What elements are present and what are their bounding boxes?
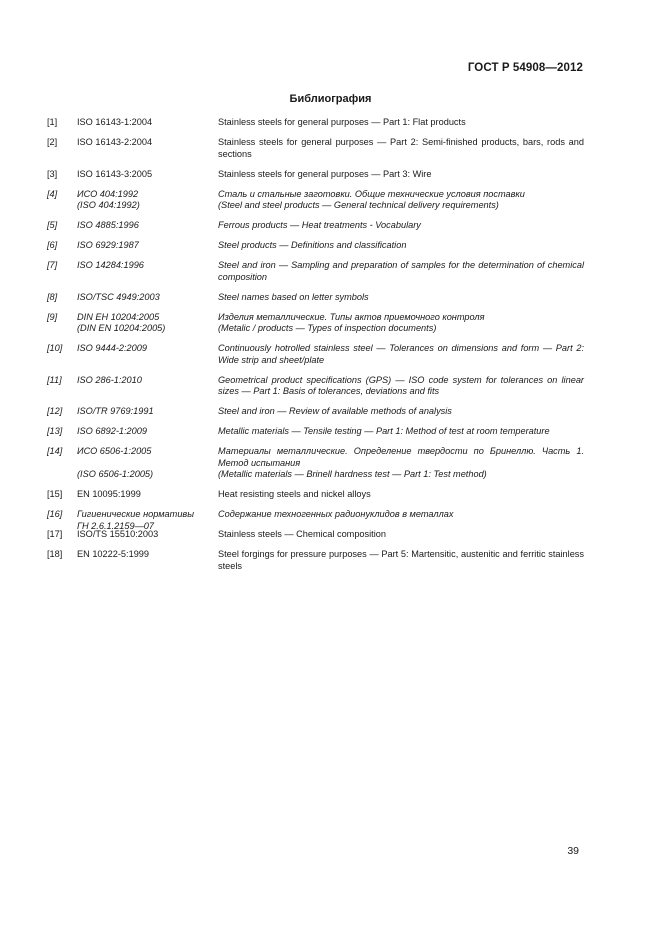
entry-code-line: ИСО 404:1992 xyxy=(77,188,139,199)
entry-title-line: Steel names based on letter symbols xyxy=(218,291,369,302)
bibliography-entry xyxy=(0,292,661,304)
entry-title xyxy=(218,260,584,283)
entry-code-line: (DIN EN 10204:2005) xyxy=(77,323,166,333)
entry-title-line: (Metallic materials — Brinell hardness test — Part 1: Test method) xyxy=(218,469,487,479)
entry-title xyxy=(218,426,584,438)
entry-number: [6] xyxy=(47,240,58,250)
entry-code-line: ISO 14284:1996 xyxy=(77,260,144,270)
entry-number: [8] xyxy=(47,291,58,302)
bibliography-entry xyxy=(0,189,661,212)
bibliography-entry xyxy=(0,489,661,501)
entry-standard-code xyxy=(77,189,213,212)
entry-standard-code xyxy=(77,292,213,304)
entry-code-line: ISO 286-1:2010 xyxy=(77,374,142,385)
entry-number: [5] xyxy=(47,220,58,230)
entry-title-line: Steel forgings for pressure purposes — Part 5: Martensitic, austenitic and ferritic stainless steels xyxy=(218,549,584,571)
bibliography-entry xyxy=(0,549,661,572)
bibliography-entry xyxy=(0,375,661,398)
entry-standard-code xyxy=(77,117,213,129)
entry-number: [2] xyxy=(47,137,58,147)
entry-title-line: Материалы металлические. Определение твердости по Бринеллю. Часть 1. Метод испытания xyxy=(218,446,584,468)
bibliography-entry xyxy=(0,406,661,418)
entry-number: [3] xyxy=(47,168,58,179)
entry-code-line: Гигиенические нормативы xyxy=(77,509,194,519)
entry-title-line: Metallic materials — Tensile testing — Part 1: Method of test at room temperature xyxy=(218,426,550,436)
bibliography-list xyxy=(0,117,661,581)
page-number: 39 xyxy=(567,845,579,857)
entry-title xyxy=(218,446,584,481)
entry-title-line: (Steel and steel products — General technical delivery requirements) xyxy=(218,200,499,210)
entry-code-line: ISO/TSC 4949:2003 xyxy=(77,291,160,302)
entry-title xyxy=(218,117,584,129)
entry-code-line: DIN EH 10204:2005 xyxy=(77,311,160,322)
document-code: ГОСТ Р 54908—2012 xyxy=(467,62,583,74)
entry-number: [12] xyxy=(47,406,63,416)
entry-standard-code xyxy=(77,137,213,149)
bibliography-entry xyxy=(0,137,661,160)
entry-code-line: ISO 16143-2:2004 xyxy=(77,137,153,147)
bibliography-entry xyxy=(0,169,661,181)
entry-code-line: EN 10095:1999 xyxy=(77,489,141,499)
entry-code-line: ISO 6892-1:2009 xyxy=(77,426,147,436)
entry-standard-code xyxy=(77,343,213,355)
entry-title xyxy=(218,137,584,160)
entry-title xyxy=(218,312,584,335)
bibliography-entry xyxy=(0,426,661,438)
entry-standard-code xyxy=(77,406,213,418)
bibliography-entry xyxy=(0,529,661,541)
entry-code-line: (ISO 6506-1:2005) xyxy=(77,469,154,479)
entry-title-line: Сталь и стальные заготовки. Общие технические условия поставки xyxy=(218,188,525,199)
entry-title-line: (Metalic / products — Types of inspection documents) xyxy=(218,323,437,333)
bibliography-entry xyxy=(0,343,661,366)
entry-number: [13] xyxy=(47,426,63,436)
bibliography-entry xyxy=(0,240,661,252)
entry-title xyxy=(218,189,584,212)
entry-title xyxy=(218,220,584,232)
entry-code-line: ISO 16143-3:2005 xyxy=(77,168,153,179)
entry-title-line: Stainless steels for general purposes — Part 1: Flat products xyxy=(218,117,466,127)
entry-number: [7] xyxy=(47,260,58,270)
entry-title-line: Ferrous products — Heat treatments - Vocabulary xyxy=(218,220,421,230)
entry-title xyxy=(218,406,584,418)
entry-standard-code xyxy=(77,169,213,181)
entry-title xyxy=(218,375,584,398)
entry-title-line: Steel and iron — Review of available methods of analysis xyxy=(218,406,452,416)
entry-title-line: Stainless steels — Chemical composition xyxy=(218,529,386,539)
entry-standard-code xyxy=(77,529,213,541)
bibliography-entry xyxy=(0,260,661,283)
entry-code-line: ISO/TS 15510:2003 xyxy=(77,529,159,539)
entry-standard-code xyxy=(77,446,213,481)
bibliography-entry xyxy=(0,509,661,531)
bibliography-entry xyxy=(0,446,661,481)
entry-title xyxy=(218,292,584,304)
entry-number: [9] xyxy=(47,311,58,322)
entry-title xyxy=(218,549,584,572)
entry-title xyxy=(218,489,584,501)
entry-title-line: Steel and iron — Sampling and preparation of samples for the determination of chemical composition xyxy=(218,260,584,282)
entry-number: [18] xyxy=(47,549,63,559)
entry-title xyxy=(218,529,584,541)
entry-number: [14] xyxy=(47,446,63,456)
entry-code-line: EN 10222-5:1999 xyxy=(77,549,150,559)
entry-standard-code xyxy=(77,312,213,335)
entry-code-line: ИСО 6506-1:2005 xyxy=(77,446,152,456)
entry-code-line: ISO 9444-2:2009 xyxy=(77,343,147,353)
entry-title-line: Continuously hotrolled stainless steel — Tolerances on dimensions and form — Part 2: Wide strip and sheet/plate xyxy=(218,343,584,365)
entry-standard-code xyxy=(77,549,213,561)
entry-title-line: Geometrical product specifications (GPS) — ISO code system for tolerances on linear sizes — Part 1: Basis of tolerances, deviations and fits xyxy=(218,374,584,396)
bibliography-title: Библиография xyxy=(289,93,372,105)
entry-title xyxy=(218,509,584,521)
entry-code-spacer xyxy=(77,458,213,470)
entry-standard-code xyxy=(77,426,213,438)
entry-code-line: ISO/TR 9769:1991 xyxy=(77,406,154,416)
entry-number: [10] xyxy=(47,343,63,353)
entry-title xyxy=(218,169,584,181)
entry-standard-code xyxy=(77,260,213,272)
entry-code-line: (ISO 404:1992) xyxy=(77,200,140,210)
entry-code-line: ISO 4885:1996 xyxy=(77,220,139,230)
entry-title-line: Содержание техногенных радионуклидов в металлах xyxy=(218,509,454,519)
entry-code-line: ГН 2.6.1.2159—07 xyxy=(77,520,155,531)
entry-title-line: Heat resisting steels and nickel alloys xyxy=(218,489,371,499)
entry-title-line: Stainless steels for general purposes — Part 2: Semi-finished products, bars, rods and sections xyxy=(218,137,584,159)
entry-standard-code xyxy=(77,240,213,252)
entry-number: [11] xyxy=(47,374,62,385)
entry-title-line: Stainless steels for general purposes — Part 3: Wire xyxy=(218,168,432,179)
entry-number: [15] xyxy=(47,489,63,499)
entry-title xyxy=(218,343,584,366)
entry-standard-code xyxy=(77,375,213,387)
entry-number: [4] xyxy=(47,188,58,199)
entry-standard-code xyxy=(77,489,213,501)
entry-title-line: Steel products — Definitions and classification xyxy=(218,240,407,250)
bibliography-entry xyxy=(0,117,661,129)
entry-code-line: ISO 6929:1987 xyxy=(77,240,139,250)
entry-number: [1] xyxy=(47,117,58,127)
entry-standard-code xyxy=(77,220,213,232)
bibliography-entry xyxy=(0,220,661,232)
entry-title-line: Изделия металлические. Типы актов приемочного контроля xyxy=(218,311,485,322)
entry-number: [17] xyxy=(47,529,63,539)
entry-title xyxy=(218,240,584,252)
entry-code-line: ISO 16143-1:2004 xyxy=(77,117,153,127)
bibliography-entry xyxy=(0,312,661,335)
entry-number: [16] xyxy=(47,509,63,519)
